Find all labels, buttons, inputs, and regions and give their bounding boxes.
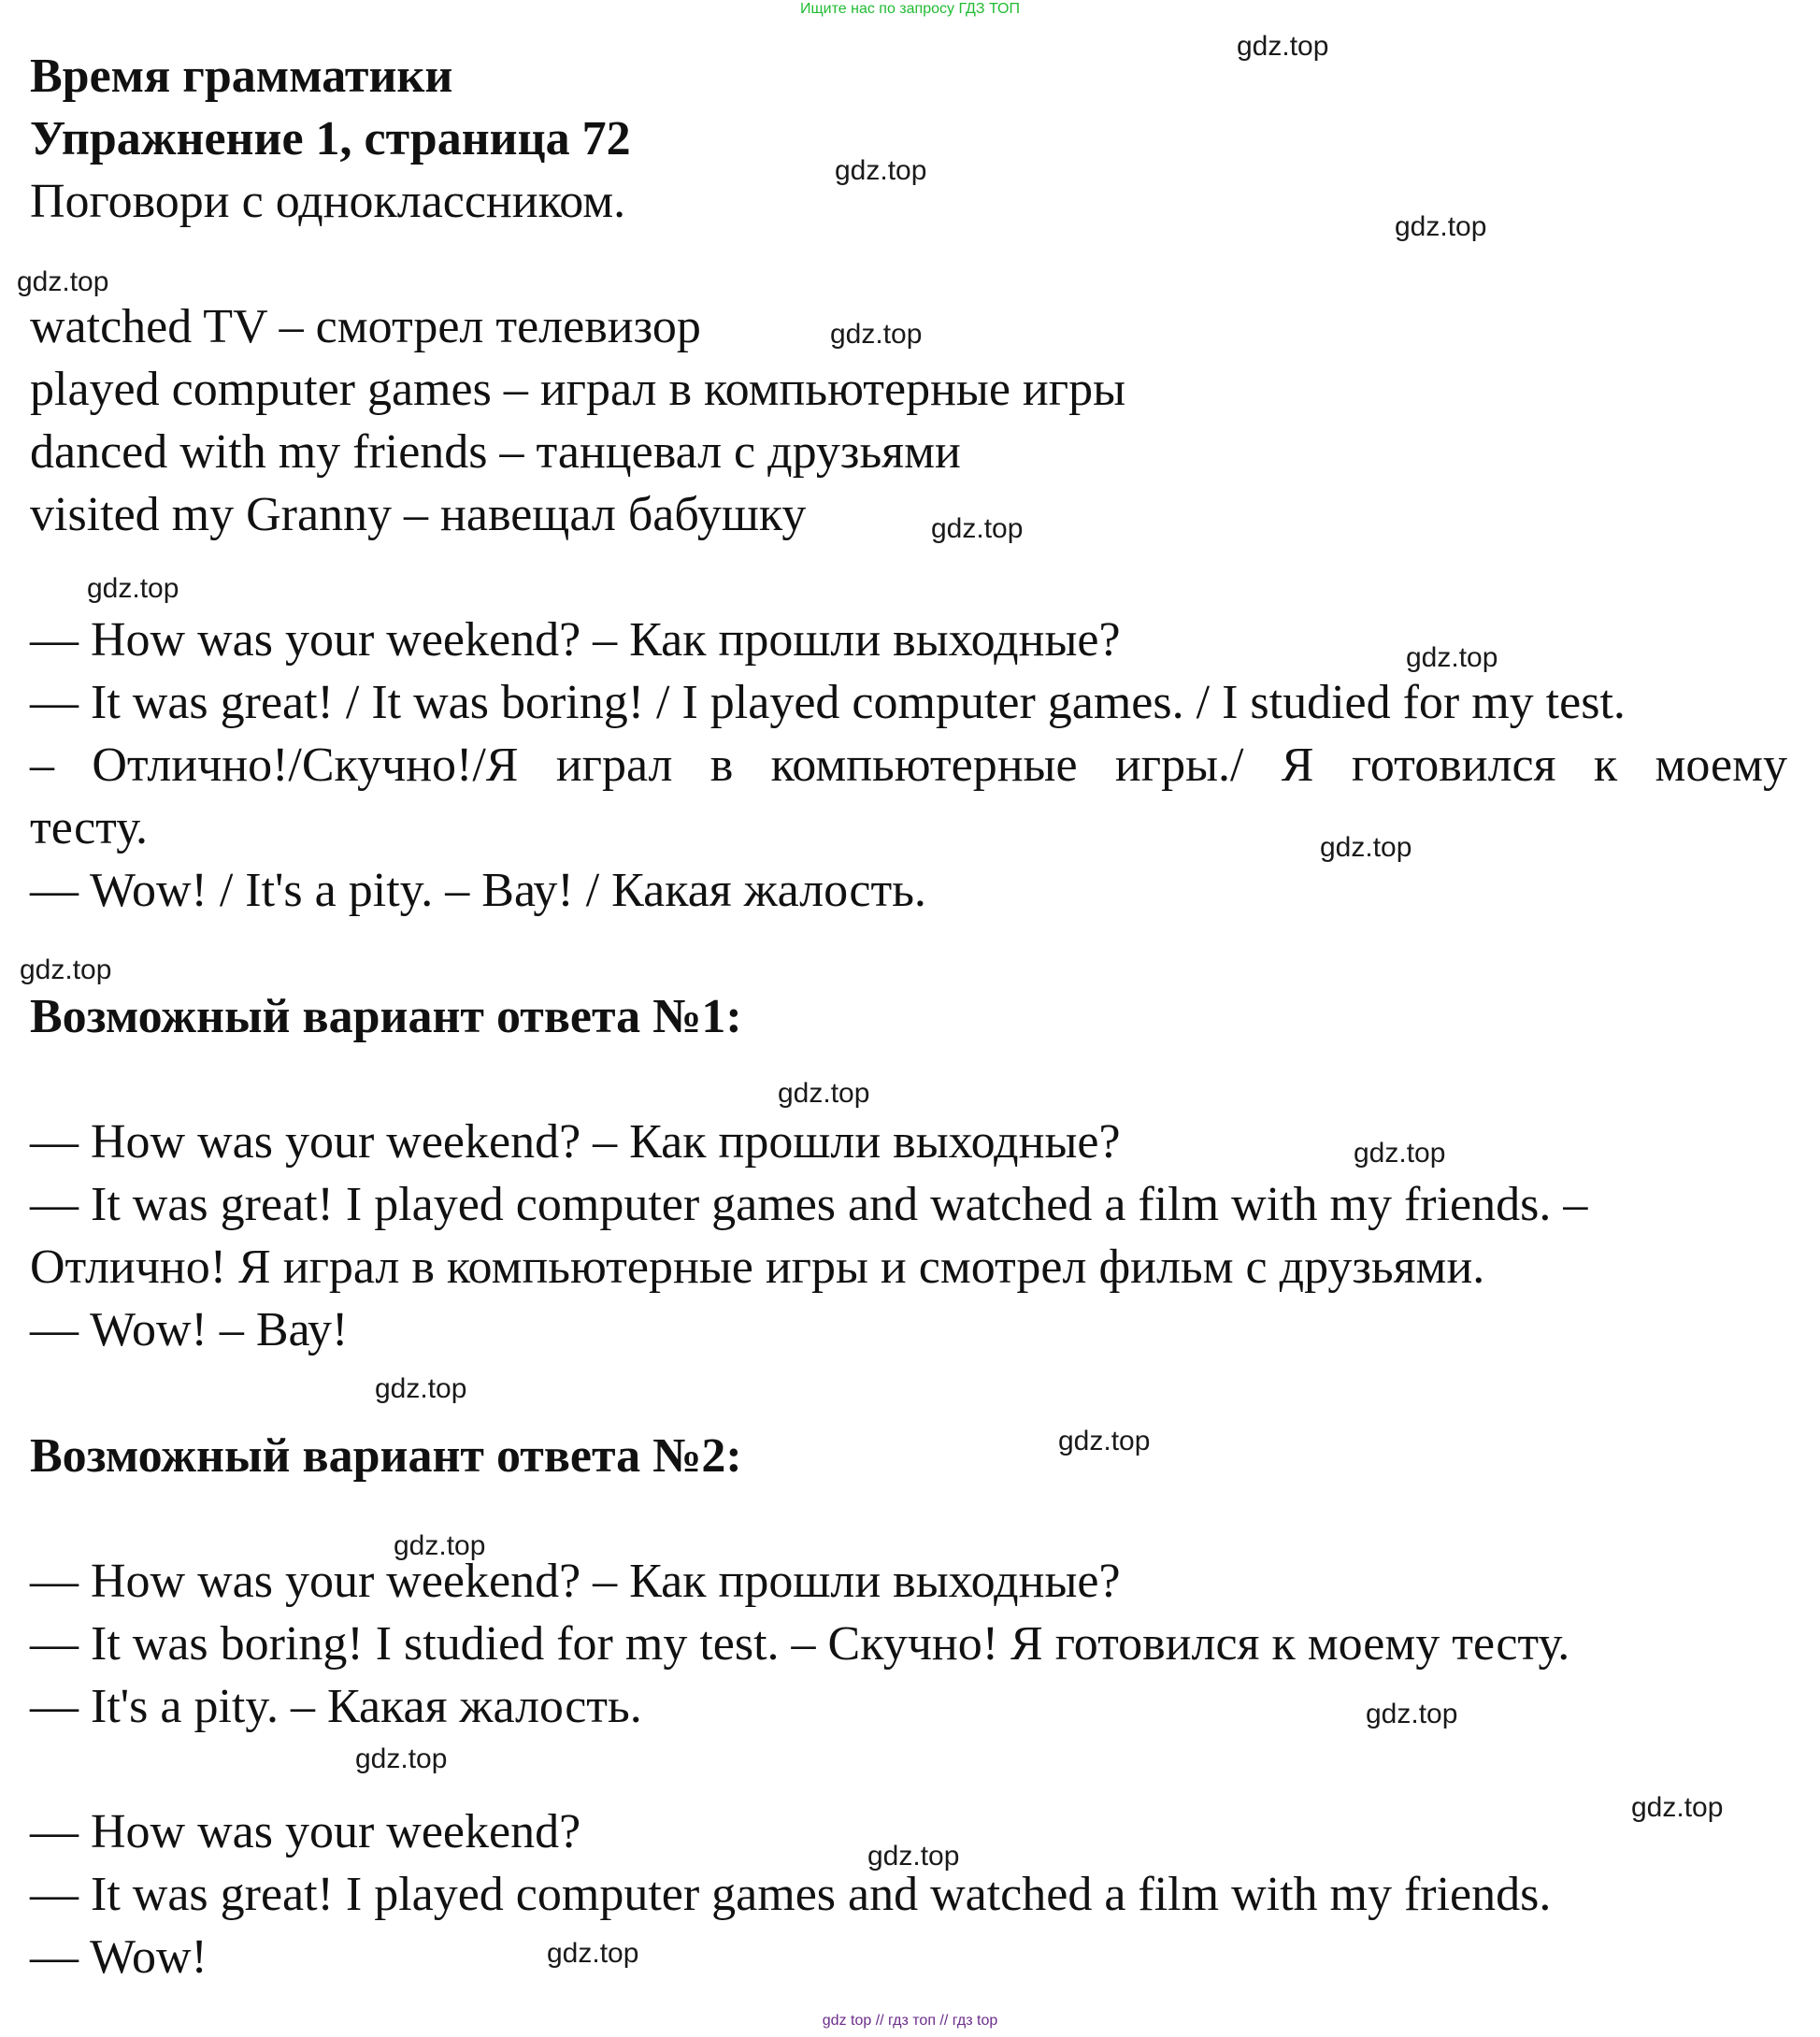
watermark: gdz.top	[931, 513, 1024, 544]
watermark: gdz.top	[1237, 31, 1329, 62]
footer-links[interactable]: gdz top // гдз топ // гдз top	[822, 2013, 998, 2029]
watermark: gdz.top	[778, 1078, 870, 1109]
watermark: gdz.top	[1406, 642, 1498, 673]
watermark: gdz.top	[1058, 1426, 1151, 1456]
vocabulary-item: watched TV – смотрел телевизор	[30, 300, 701, 353]
answer-line: — It was boring! I studied for my test. – Скучно! Я готовился к моему тесту.	[30, 1617, 1570, 1671]
watermark: gdz.top	[394, 1530, 486, 1561]
watermark: gdz.top	[867, 1841, 960, 1872]
dialogue-line: тесту.	[30, 801, 149, 854]
dialogue-line: — Wow! / It's a pity. – Вау! / Какая жалость.	[30, 864, 926, 917]
exercise-heading: Упражнение 1, страница 72	[30, 112, 631, 165]
watermark: gdz.top	[355, 1743, 448, 1774]
answer-line: — How was your weekend?	[30, 1805, 581, 1858]
dialogue-line: — How was your weekend? – Как прошли выходные?	[30, 613, 1121, 667]
watermark: gdz.top	[1631, 1792, 1724, 1823]
watermark: gdz.top	[20, 954, 112, 985]
watermark: gdz.top	[87, 573, 179, 604]
answer-line: — Wow! – Вау!	[30, 1303, 349, 1356]
vocabulary-item: played computer games – играл в компьютерные игры	[30, 363, 1126, 416]
watermark: gdz.top	[17, 266, 109, 297]
watermark: gdz.top	[1354, 1138, 1446, 1169]
vocabulary-item: danced with my friends – танцевал с друзьями	[30, 425, 961, 479]
search-banner[interactable]: Ищите нас по запросу ГДЗ ТОП	[800, 1, 1020, 17]
answer-heading: Возможный вариант ответа №1:	[30, 990, 742, 1043]
section-title: Время грамматики	[30, 50, 453, 103]
answer-line: — It was great! I played computer games and watched a film with my friends. –	[30, 1178, 1588, 1231]
watermark: gdz.top	[547, 1938, 639, 1969]
watermark: gdz.top	[1366, 1699, 1458, 1729]
watermark: gdz.top	[830, 319, 923, 350]
answer-line: — It was great! I played computer games and watched a film with my friends.	[30, 1868, 1552, 1921]
watermark: gdz.top	[835, 155, 927, 186]
vocabulary-item: visited my Granny – навещал бабушку	[30, 488, 807, 541]
answer-line: — How was your weekend? – Как прошли выходные?	[30, 1115, 1121, 1169]
answer-heading: Возможный вариант ответа №2:	[30, 1429, 742, 1483]
watermark: gdz.top	[375, 1373, 467, 1404]
answer-line: — How was your weekend? – Как прошли выходные?	[30, 1555, 1121, 1608]
answer-line: — Wow!	[30, 1930, 208, 1984]
answer-line: — It's a pity. – Какая жалость.	[30, 1680, 642, 1733]
task-instruction: Поговори с одноклассником.	[30, 175, 626, 228]
watermark: gdz.top	[1395, 211, 1487, 242]
dialogue-line: – Отлично!/Скучно!/Я играл в компьютерные игры./ Я готовился к моему	[30, 739, 1787, 792]
watermark: gdz.top	[1320, 832, 1412, 863]
dialogue-line: — It was great! / It was boring! / I played computer games. / I studied for my test.	[30, 676, 1626, 729]
answer-line: Отлично! Я играл в компьютерные игры и смотрел фильм с друзьями.	[30, 1241, 1485, 1294]
